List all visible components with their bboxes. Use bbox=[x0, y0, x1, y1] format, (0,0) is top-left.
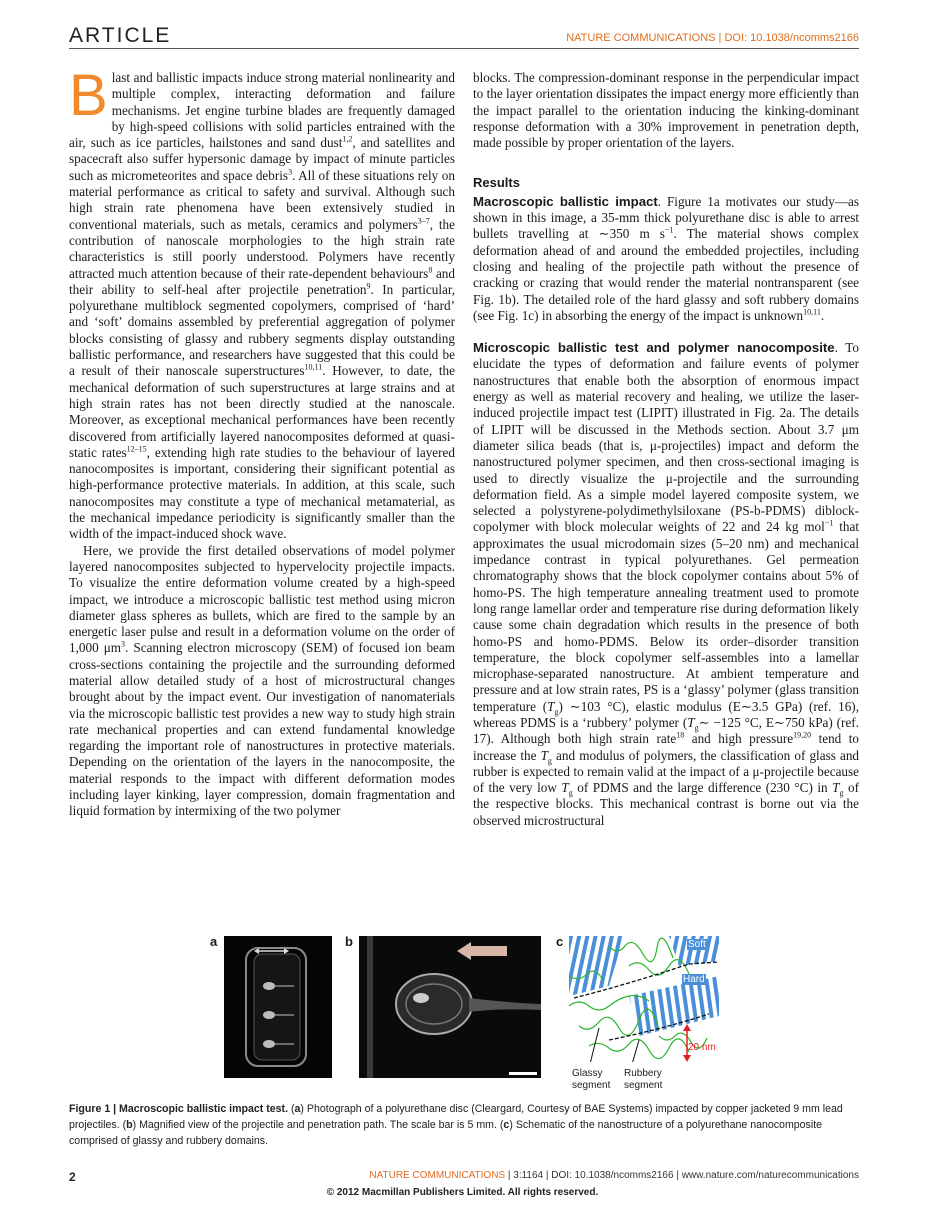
right-column bbox=[473, 70, 859, 829]
glassy-segment-label: Glassy segment bbox=[572, 1068, 611, 1091]
hard-label: Hard bbox=[683, 974, 705, 985]
rubbery-segment-label: Rubbery segment bbox=[624, 1068, 663, 1091]
scale-label: 20 nm bbox=[688, 1042, 716, 1053]
continued-paragraph: blocks. The compression-dominant response in the perpendicular impact to the layer orientation dissipates the impact energy more efficiently than the impact parallel to the orientation inducing the kinking-dominant response deformation with a 30% improvement in penetration depth, made possible by proper orientation of the layers. bbox=[473, 70, 859, 151]
journal-doi-header: NATURE COMMUNICATIONS | DOI: 10.1038/ncomms2166 bbox=[566, 32, 859, 44]
footer-citation: NATURE COMMUNICATIONS | 3:1164 | DOI: 10.1038/ncomms2166 | www.nature.com/naturecommunications bbox=[369, 1170, 859, 1181]
figure-caption: Figure 1 | Macroscopic ballistic impact test. (a) Photograph of a polyurethane disc (Cleargard, Courtesy of BAE Systems) impacted by copper jacketed 9 mm lead projectiles. (b) Magnified view of the projectile and penetration path. The scale bar is 5 mm. (c) Schematic of the nanostructure of a polyurethane nanocomposite comprised of glassy and rubbery domains. bbox=[69, 1103, 843, 1147]
projectile-path-photo bbox=[359, 936, 541, 1078]
macroscopic-paragraph: Macroscopic ballistic impact. Figure 1a motivates our study—as shown in this image, a 35-mm thick polyurethane disc is able to arrest bullets travelling at ∼350 m $s^{-1}$. The material shows complex deformation ahead of and around the embedded projectiles, including closing and healing of the projectile path without the presence of cracking or crazing that would render the material nontransparent (see Fig. 1b). The detailed role of the hard glassy and soft rubbery domains (see Fig. 1c) in absorbing the energy of the impact is unknown$^{10,11}$. bbox=[473, 193, 859, 323]
polyurethane-disc-photo bbox=[224, 936, 332, 1078]
results-heading: Results bbox=[473, 175, 520, 191]
left-column bbox=[69, 63, 455, 820]
panel-label-a: a bbox=[210, 934, 218, 949]
page-number: 2 bbox=[69, 1170, 76, 1184]
panel-label-c: c bbox=[556, 934, 564, 949]
copyright: © 2012 Macmillan Publishers Limited. All rights reserved. bbox=[326, 1187, 599, 1198]
microscopic-paragraph: Microscopic ballistic test and polymer nanocomposite. To elucidate the types of deformation and failure events of polymer nanostructures that enable both the absorption of enormous impact energy as well as material recovery and healing, we utilize the laser-induced projectile impact test (LIPIT) illustrated in Fig. 2a. The details of LIPIT will be discussed in the Methods section. About 3.7 μm diameter silica beads (that is, μ-projectiles) impact and deform the nanostructured polymer specimen, and then cross-sectional imaging is used to directly visualize the μ-projectile and the surrounding deformation field. As a simple model layered composite system, we selected a polystyrene-polydimethylsiloxane (PS-b-PDMS) diblock-copolymer with block molecular weights of 22 and 24 kg mol$^{-1}$ that approximates the usual microdomain sizes (5–20 nm) and mechanical impedance contrast in typical polyurethanes. Gel permeation chromatography shows that the block copolymer contains about 5% of homo-PS. The high temperature annealing treatment used to promote long range lamellar order and temperature rise during deformation likely cause some chain degradation which results in the presence of both homo-PS and homo-PDMS. Below its order–disorder transition temperature, the block copolymer self-assembles into a lamellar microphase-separated nanostructure. At ambient temperature and pressure and at low strain rates, PS is a ‘glassy’ polymer (glass transition temperature $(T_g)$ ∼103 °C), elastic modulus (E∼3.5 GPa) (ref. 16), whereas PDMS is a ‘rubbery’ polymer ($T_g\sim -125$ °C, E∼750 kPa) (ref. 17). Although both high strain rate$^{18}$ and high pressure$^{19,20}$ tend to increase the $T_g$ and modulus of polymers, the classification of glass and rubber is expected to remain valid at the impact of a μ-projectile because of the very low $T_g$ of PDMS and the large difference (230 °C) in $T_g$ of the respective blocks. This mechanical contrast is borne out via the observed microstructural bbox=[473, 340, 860, 828]
soft-label: Soft bbox=[688, 939, 706, 950]
panel-label-b: b bbox=[345, 934, 353, 949]
header-rule bbox=[69, 48, 859, 49]
intro-paragraph: Blast and ballistic impacts induce strong material nonlinearity and multiple complex, interacting deformation and failure mechanisms. Jet engine turbine blades are frequently damaged by high-speed collisions with solid particles entrained with the air, such as ice particles, hailstones and sand dust$^{1,2}$, and satellites and spacecraft also suffer hypersonic damage by impact of minute particles such as micrometeorites and space debris$^3$. All of these situations rely on material performance as critical to safety and survival. Although such high strain rate phenomena have been extensively studied in conventional materials, such as metals, ceramics and polymers$^{3-7}$, the contribution of nanoscale morphologies to the high strain rate characteristics is still poorly understood. Polymers have recently attracted much attention because of their rate-dependent behaviours$^8$ and their ability to self-heal after projectile penetration$^9$. In particular, polyurethane multiblock segmented copolymers, comprised of ‘hard’ and ‘soft’ domains assembled by preferential aggregation of polymer blocks consisting of glassy and rubbery segments display outstanding ballistic performance, and researchers have suggested that this could be a result of their nanoscale superstructures$^{10,11}$. However, to date, the mechanical deformation of such superstructures at large strains and at high strain rates has not been directly studied at the nanoscale. Moreover, as exceptional mechanical performances have been recently discovered from artificially layered nanocomposites deformed at quasi-static rates$^{12-15}$, extending high rate studies to the behaviour of layered nanocomposites is important, considering their significant potential as high-performance protective materials. In addition, at this scale, such nanocomposites may constitute a type of mechanical metamaterial, as the mechanical impedance periodicity is significantly smaller than the width of the impact-induced shock wave. bbox=[69, 63, 455, 542]
second-paragraph: Here, we provide the first detailed observations of model polymer layered nanocomposites subjected to hypervelocity projectile impacts. To visualize the entire deformation volume created by a high-speed impact, we introduce a microscopic ballistic test method using micron diameter glass spheres as bullets, which are fired to the sample by an energetic laser pulse and result in a deformation volume on the order of 1,000 $\mu m^3$. Scanning electron microscopy (SEM) of focused ion beam cross-sections containing the projectile and the surrounding deformed material allow detailed study of a host of microstructural changes brought about by the impact event. Our investigation of nanomaterials via the microscopic ballistic test provides a new way to study high strain rate mechanical properties and can extend fundamental knowledge regarding the important role of nanostructures in protective materials. Depending on the orientation of the layers in the nanocomposite, the material responds to the impact with different deformation modes including layer kinking, layer compression, domain fragmentation and liquid formation by intermixing of the two polymer bbox=[69, 542, 455, 819]
drop-cap: B bbox=[69, 63, 108, 128]
section-label: ARTICLE bbox=[69, 24, 172, 47]
